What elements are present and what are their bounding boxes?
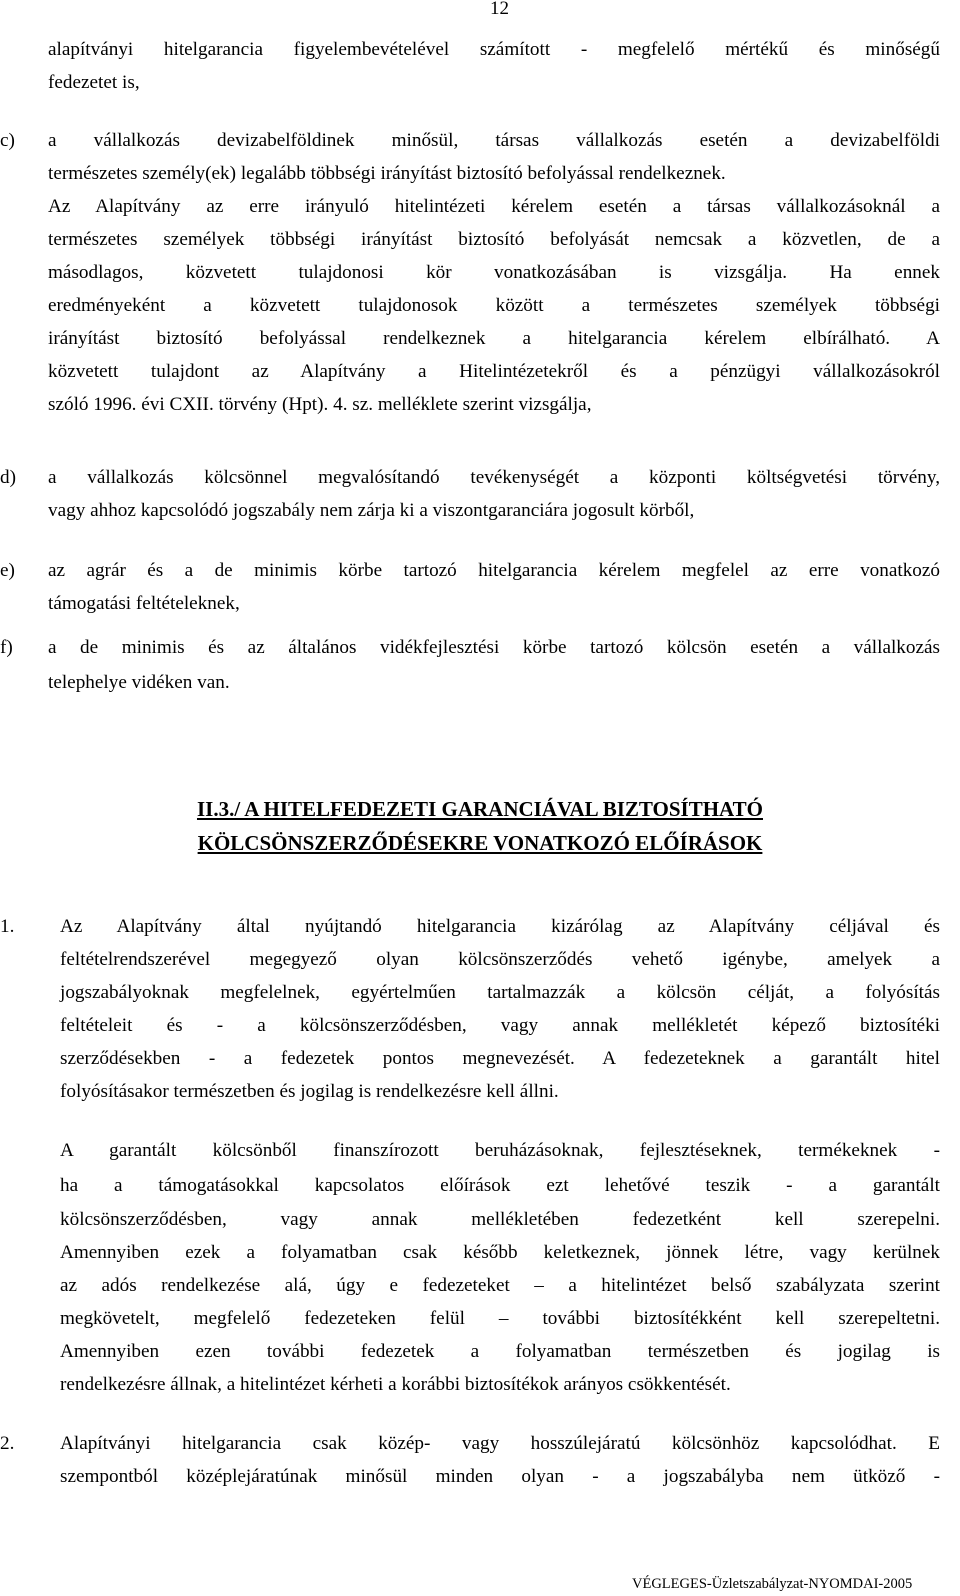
item-c-line-5: másodlagos, közvetett tulajdonosi kör vonatkozásában is vizsgálja. Ha ennek: [48, 262, 940, 283]
para-1b-line-3: kölcsönszerződésben, vagy annak mellékletében fedezetként kell szerepelni.: [60, 1209, 940, 1230]
para-1-line-1: Az Alapítvány által nyújtandó hitelgarancia kizárólag az Alapítvány céljával és: [60, 916, 940, 937]
para-1-line-5: szerződésekben - a fedezetek pontos megnevezését. A fedezeteknek a garantált hitel: [60, 1048, 940, 1069]
para-1b-line-7: Amennyiben ezen további fedezetek a folyamatban természetben és jogilag is: [60, 1341, 940, 1362]
item-c-line-8: közvetett tulajdont az Alapítvány a Hitelintézetekről és a pénzügyi vállalkozásokról: [48, 361, 940, 382]
item-e-line-2: támogatási feltételeknek,: [48, 593, 240, 614]
intro-line-2: fedezetet is,: [48, 72, 140, 93]
item-c-label: c): [0, 130, 15, 151]
item-f-line-2: telephelye vidéken van.: [48, 672, 230, 693]
page-number: 12: [490, 0, 509, 19]
item-d-label: d): [0, 467, 16, 488]
section-heading-line-2: KÖLCSÖNSZERZŐDÉSEKRE VONATKOZÓ ELŐÍRÁSOK: [197, 831, 763, 855]
item-d-line-1: a vállalkozás kölcsönnel megvalósítandó tevékenységét a központi költségvetési törvény,: [48, 467, 940, 488]
item-f-line-1: a de minimis és az általános vidékfejlesztési körbe tartozó kölcsön esetén a vállalkozás: [48, 637, 940, 658]
item-d-line-2: vagy ahhoz kapcsolódó jogszabály nem zárja ki a viszontgaranciára jogosult körből,: [48, 500, 695, 521]
item-c-line-7: irányítást biztosító befolyással rendelkeznek a hitelgarancia kérelem elbírálható. A: [48, 328, 940, 349]
para-2-label: 2.: [0, 1433, 15, 1454]
para-1-line-6: folyósításakor természetben és jogilag is rendelkezésre kell állni.: [60, 1081, 559, 1102]
para-1-label: 1.: [0, 916, 15, 937]
item-e-label: e): [0, 560, 15, 581]
item-c-line-6: eredményeként a közvetett tulajdonosok között a természetes személyek többségi: [48, 295, 940, 316]
para-1-line-4: feltételeit és - a kölcsönszerződésben, vagy annak mellékletét képező biztosítéki: [60, 1015, 940, 1036]
item-c-line-9: szóló 1996. évi CXII. törvény (Hpt). 4. sz. melléklete szerint vizsgálja,: [48, 394, 592, 415]
para-1b-line-2: ha a támogatásokkal kapcsolatos előírások ezt lehetővé teszik - a garantált: [60, 1175, 940, 1196]
para-1b-line-1: A garantált kölcsönből finanszírozott beruházásoknak, fejlesztéseknek, termékeknek -: [60, 1140, 940, 1161]
para-1b-line-5: az adós rendelkezése alá, úgy e fedezeteket – a hitelintézet belső szabályzata szerint: [60, 1275, 940, 1296]
item-f-label: f): [0, 637, 13, 658]
item-c-line-1: a vállalkozás devizabelföldinek minősül, társas vállalkozás esetén a devizabelföldi: [48, 130, 940, 151]
item-c-line-3: Az Alapítvány az erre irányuló hitelintézeti kérelem esetén a társas vállalkozásoknál a: [48, 196, 940, 217]
item-c-line-2: természetes személy(ek) legalább többségi irányítást biztosító befolyással rendelkeznek.: [48, 163, 726, 184]
para-2-line-2: szempontból középlejáratúnak minősül minden olyan - a jogszabályba nem ütköző -: [60, 1466, 940, 1487]
para-1-line-2: feltételrendszerével megegyező olyan kölcsönszerződés vehető igénybe, amelyek a: [60, 949, 940, 970]
para-1b-line-6: megkövetelt, megfelelő fedezeteken felül – további biztosítékként kell szerepeltetni.: [60, 1308, 940, 1329]
intro-line-1: alapítványi hitelgarancia figyelembevételével számított - megfelelő mértékű és minőségű: [48, 39, 940, 60]
item-c-line-4: természetes személyek többségi irányítást biztosító befolyását nemcsak a közvetlen, de a: [48, 229, 940, 250]
footer-text: VÉGLEGES-Üzletszabályzat-NYOMDAI-2005: [632, 1576, 913, 1592]
item-e-line-1: az agrár és a de minimis körbe tartozó hitelgarancia kérelem megfelel az erre vonatkozó: [48, 560, 940, 581]
para-2-line-1: Alapítványi hitelgarancia csak közép- vagy hosszúlejáratú kölcsönhöz kapcsolódhat. E: [60, 1433, 940, 1454]
section-heading-line-1: II.3./ A HITELFEDEZETI GARANCIÁVAL BIZTOSÍTHATÓ: [196, 797, 763, 821]
para-1b-line-4: Amennyiben ezek a folyamatban csak később keletkeznek, jönnek létre, vagy kerülnek: [60, 1242, 940, 1263]
para-1-line-3: jogszabályoknak megfelelnek, egyértelműen tartalmazzák a kölcsön célját, a folyósítás: [60, 982, 940, 1003]
para-1b-line-8: rendelkezésre állnak, a hitelintézet kérheti a korábbi biztosítékok arányos csökkentését.: [60, 1374, 731, 1395]
